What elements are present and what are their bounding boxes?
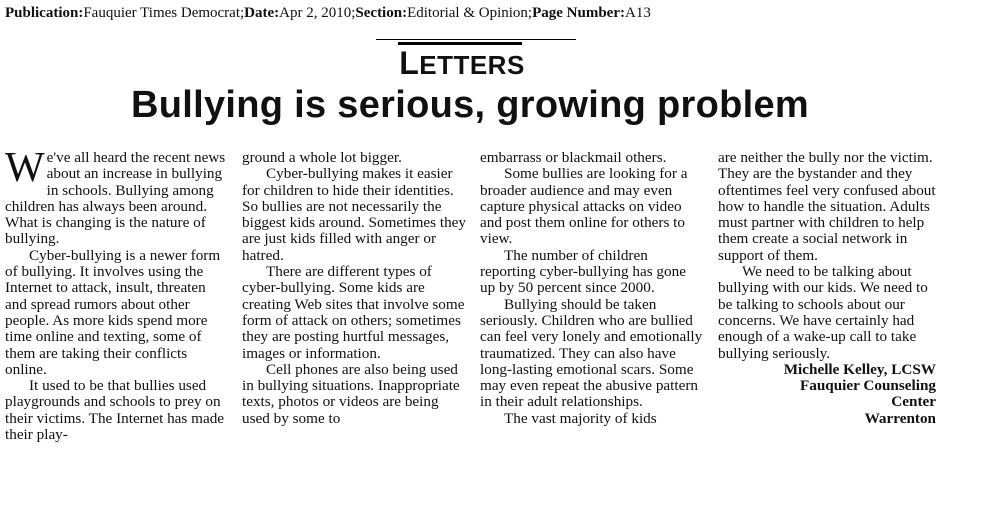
section-label: Section: — [355, 5, 408, 21]
paragraph: Bullying should be taken seriously. Children who are bullied can feel very lonely and emotionally traumatized. They can also have long-lasting emotional scars. Some may even repeat the abusive pattern in their adult relationships. — [480, 295, 703, 411]
paragraph: There are different types of cyber-bullying. Some kids are creating Web sites that involve some form of attack on others; sometimes they are posting hurtful messages, images or information. — [242, 263, 465, 362]
publication-value: Fauquier Times Democrat; — [83, 5, 245, 21]
date-label: Date: — [244, 5, 280, 21]
paragraph: Cyber-bullying is a newer form of bullying. It involves using the Internet to attack, insult, threaten and spread rumors about other people. As more kids spend more time online and texting, some of them are taking their conflicts online. — [5, 246, 221, 378]
paragraph: The number of children reporting cyber-bullying has gone up by 50 percent since 2000. — [480, 246, 686, 297]
section-value: Editorial & Opinion; — [407, 5, 533, 21]
article-column-4 — [718, 150, 942, 427]
page-number-label: Page Number: — [532, 5, 625, 21]
paragraph: ground a whole lot bigger. — [242, 149, 402, 166]
date-value: Apr 2, 2010; — [279, 5, 356, 21]
paragraph: We need to be talking about bullying with our kids. We need to be talking to schools about our concerns. We have certainly had enough of a wake-up call to take bullying seriously. — [718, 263, 928, 362]
signature-organization-cont: Center — [891, 393, 936, 411]
article-column-2 — [242, 150, 466, 427]
signature-location: Warrenton — [864, 409, 936, 427]
article-column-3 — [480, 150, 704, 427]
paragraph-text: e've all heard the recent news about an increase in bullying in schools. Bullying among children has always been around. What is changing is the nature of bullying. — [5, 149, 226, 248]
paragraph: embarrass or blackmail others. — [480, 149, 667, 166]
publication-info-line — [5, 5, 651, 22]
paragraph: Some bullies are looking for a broader audience and may even capture physical attacks on video and post them online for others to view. — [480, 165, 688, 248]
kicker-rest: ETTERS — [419, 50, 525, 80]
paragraph: Cell phones are also being used in bullying situations. Inappropriate texts, photos or videos are being used by some to — [242, 360, 460, 427]
page-number-value: A13 — [624, 5, 651, 21]
article-column-1 — [5, 145, 229, 444]
paragraph: Cyber-bullying makes it easier for children to hide their identities. So bullies are not necessarily the biggest kids around. Sometimes they are just kids filled with anger or hatred. — [242, 165, 466, 264]
signature-organization: Fauquier Counseling — [799, 377, 936, 395]
paragraph — [5, 145, 229, 248]
kicker-initial: L — [399, 45, 420, 81]
paragraph: are neither the bully nor the victim. They are the bystander and they oftentimes feel very confused about how to handle the situation. Adults must partner with children to help them create a social network in support of them. — [718, 149, 936, 264]
section-kicker — [0, 45, 924, 82]
signature-name: Michelle Kelley, LCSW — [783, 360, 936, 378]
paragraph: The vast majority of kids — [504, 409, 657, 427]
publication-label: Publication: — [5, 5, 84, 21]
kicker-thin-rule — [376, 39, 576, 40]
paragraph: It used to be that bullies used playgrounds and schools to prey on their victims. The Internet has made their play- — [5, 377, 225, 444]
drop-cap: W — [5, 145, 45, 191]
headline: Bullying is serious, growing problem — [131, 84, 809, 126]
